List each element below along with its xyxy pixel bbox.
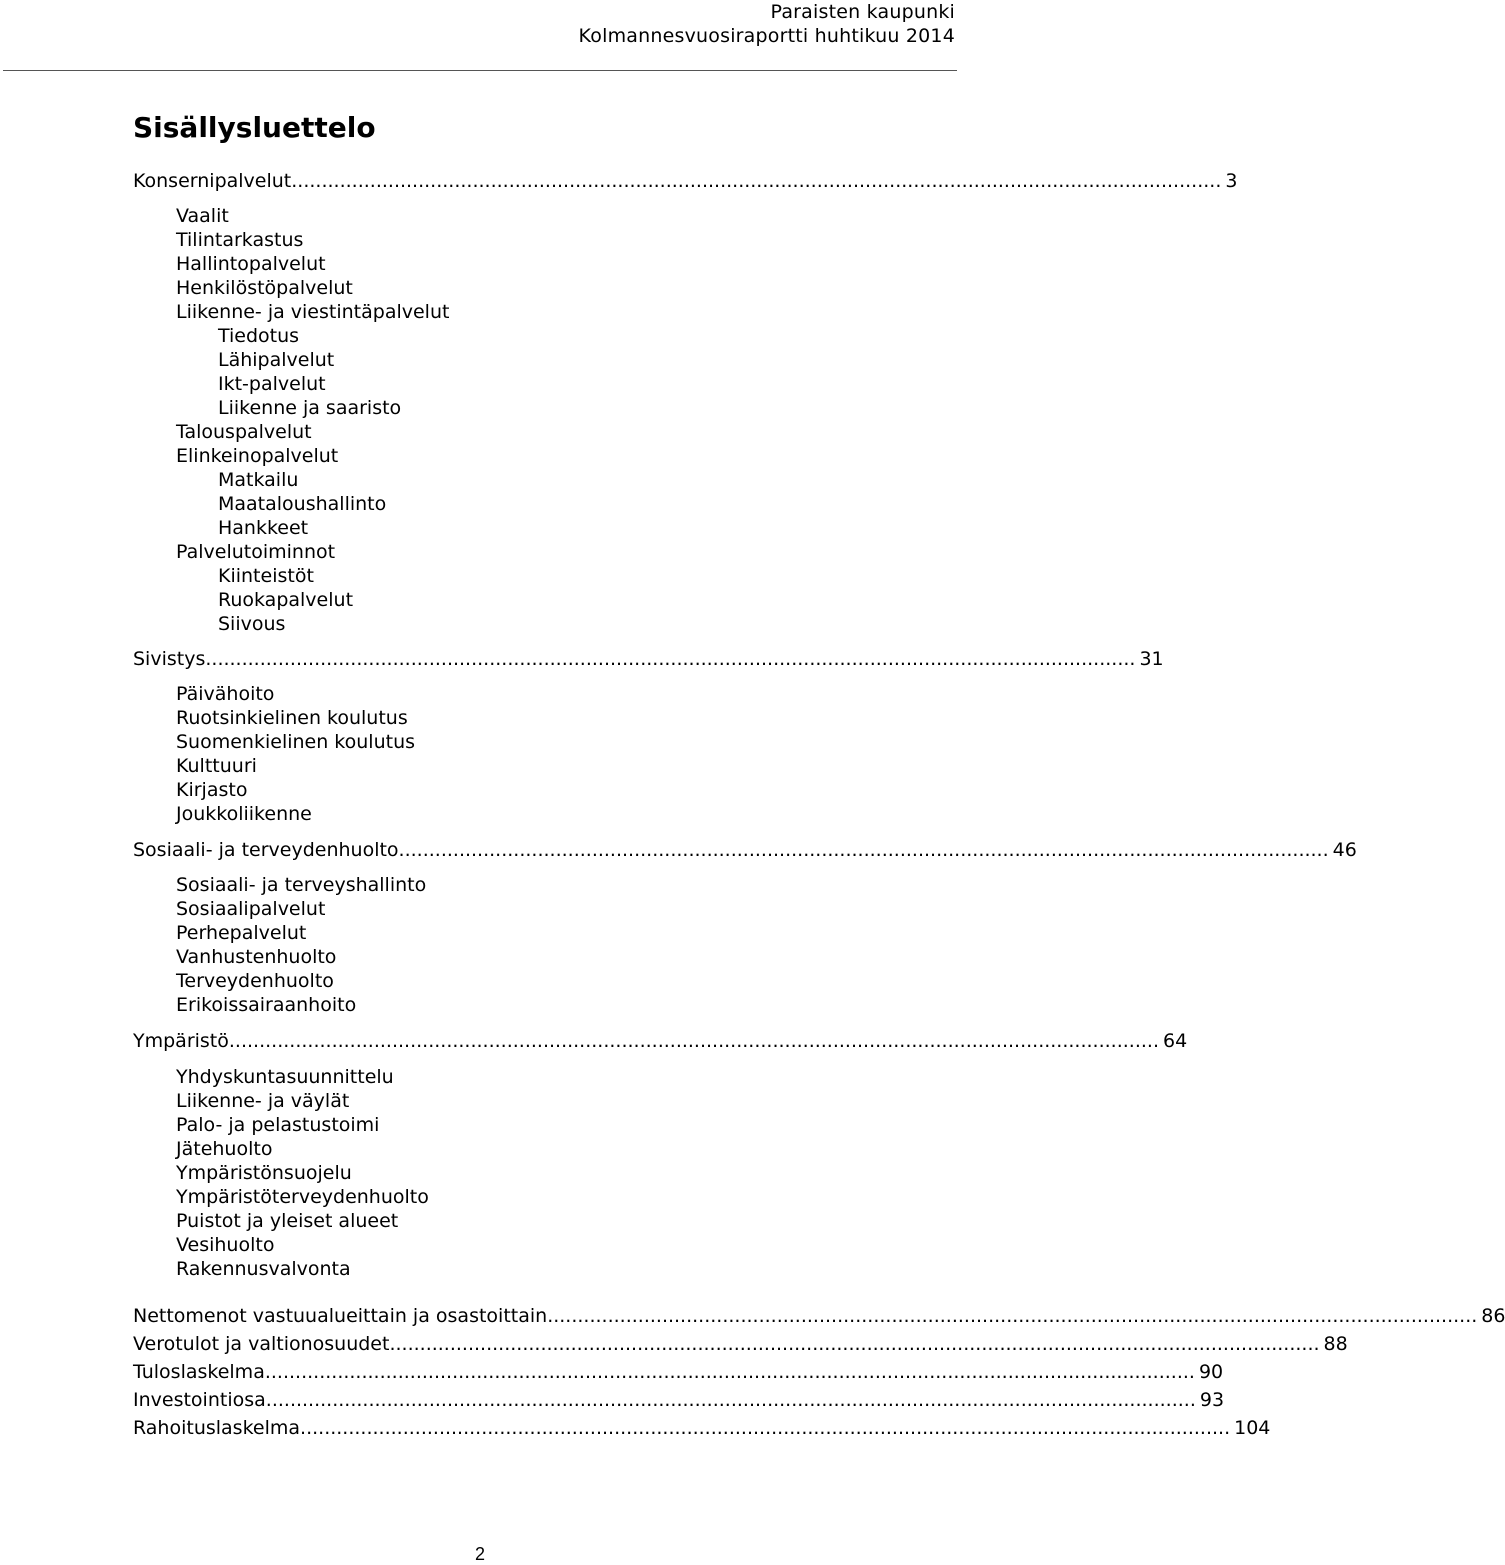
toc-subentry[interactable]: Sosiaalipalvelut [176,898,326,920]
toc-leader-dots: .......................................................................................................................................................... [291,170,1222,192]
toc-entry-label: Konsernipalvelut [133,170,292,192]
toc-subentry[interactable]: Tilintarkastus [176,229,304,251]
toc-subentry[interactable]: Päivähoito [176,683,275,705]
toc-leader-dots: .......................................................................................................................................................... [389,1333,1320,1355]
toc-entry-ymparisto[interactable] [133,1029,1188,1053]
toc-subentry[interactable]: Ruokapalvelut [218,589,354,611]
page-number: 2 [474,1544,485,1564]
toc-leader-dots: .......................................................................................................................................................... [300,1417,1231,1439]
toc-subentry[interactable]: Suomenkielinen koulutus [176,731,416,753]
toc-subentry[interactable]: Ympäristöterveydenhuolto [176,1186,429,1208]
toc-subentry[interactable]: Elinkeinopalvelut [176,445,339,467]
toc-subentry[interactable]: Hallintopalvelut [176,253,326,275]
toc-subentry[interactable]: Yhdyskuntasuunnittelu [176,1066,394,1088]
toc-entry-page: 90 [1198,1361,1224,1383]
toc-subentry[interactable]: Henkilöstöpalvelut [176,277,353,299]
toc-leader-dots: .......................................................................................................................................................... [398,839,1329,861]
toc-entry-investointiosa[interactable] [133,1388,1225,1412]
toc-subentry[interactable]: Hankkeet [218,517,309,539]
header-divider [3,70,957,71]
toc-entry-nettomenot[interactable] [133,1304,1505,1328]
toc-entry-konsernipalvelut[interactable] [133,169,1238,193]
toc-subentry[interactable]: Vaalit [176,205,229,227]
toc-subentry[interactable]: Palo- ja pelastustoimi [176,1114,380,1136]
toc-entry-label: Sosiaali- ja terveydenhuolto [133,839,399,861]
toc-subentry[interactable]: Lähipalvelut [218,349,335,371]
toc-entry-rahoituslaskelma[interactable] [133,1416,1271,1440]
toc-subentry[interactable]: Puistot ja yleiset alueet [176,1210,399,1232]
header-organization: Paraisten kaupunki [770,1,955,23]
toc-entry-page: 3 [1225,170,1238,192]
toc-entry-sosiaali-ja-terveydenhuolto[interactable] [133,838,1357,862]
toc-entry-page: 104 [1234,1417,1271,1439]
toc-leader-dots: .......................................................................................................................................................... [205,648,1136,670]
toc-subentry[interactable]: Palvelutoiminnot [176,541,336,563]
toc-entry-label: Verotulot ja valtionosuudet [133,1333,390,1355]
toc-subentry[interactable]: Tiedotus [218,325,300,347]
toc-title: Sisällysluettelo [133,111,376,144]
toc-subentry[interactable]: Kiinteistöt [218,565,314,587]
toc-leader-dots: .......................................................................................................................................................... [265,1389,1196,1411]
toc-entry-label: Rahoituslaskelma [133,1417,301,1439]
toc-subentry[interactable]: Ikt-palvelut [218,373,326,395]
toc-subentry[interactable]: Siivous [218,613,286,635]
toc-subentry[interactable]: Maataloushallinto [218,493,387,515]
toc-subentry[interactable]: Vanhustenhuolto [176,946,337,968]
toc-subentry[interactable]: Vesihuolto [176,1234,275,1256]
toc-leader-dots: .......................................................................................................................................................... [264,1361,1195,1383]
toc-entry-page: 46 [1332,839,1357,861]
toc-entry-page: 64 [1162,1030,1188,1052]
toc-subentry[interactable]: Talouspalvelut [176,421,312,443]
toc-entry-label: Nettomenot vastuualueittain ja osastoittain [133,1305,548,1327]
running-header [579,0,955,48]
toc-subentry[interactable]: Terveydenhuolto [176,970,334,992]
toc-leader-dots: .......................................................................................................................................................... [547,1305,1478,1327]
toc-subentry[interactable]: Erikoissairaanhoito [176,994,357,1016]
toc-subentry[interactable]: Liikenne ja saaristo [218,397,402,419]
toc-subentry[interactable]: Rakennusvalvonta [176,1258,351,1280]
toc-subentry[interactable]: Liikenne- ja väylät [176,1090,350,1112]
toc-subentry[interactable]: Kirjasto [176,779,248,801]
toc-entry-page: 86 [1481,1305,1505,1327]
toc-entry-page: 88 [1323,1333,1348,1355]
toc-entry-tuloslaskelma[interactable] [133,1360,1224,1384]
toc-subentry[interactable]: Joukkoliikenne [176,803,312,825]
toc-entry-sivistys[interactable] [133,647,1164,671]
toc-entry-verotulot[interactable] [133,1332,1348,1356]
toc-subentry[interactable]: Perhepalvelut [176,922,307,944]
toc-entry-label: Tuloslaskelma [133,1361,265,1383]
toc-subentry[interactable]: Ympäristönsuojelu [176,1162,352,1184]
toc-entry-label: Investointiosa [133,1389,266,1411]
toc-subentry[interactable]: Kulttuuri [176,755,257,777]
header-report-title: Kolmannesvuosiraportti huhtikuu 2014 [578,25,955,47]
toc-subentry[interactable]: Sosiaali- ja terveyshallinto [176,874,427,896]
toc-subentry[interactable]: Liikenne- ja viestintäpalvelut [176,301,450,323]
toc-subentry[interactable]: Jätehuolto [176,1138,273,1160]
toc-entry-page: 31 [1139,648,1164,670]
toc-subentry[interactable]: Matkailu [218,469,299,491]
toc-entry-page: 93 [1199,1389,1225,1411]
toc-entry-label: Sivistys [133,648,206,670]
toc-entry-label: Ympäristö [133,1030,229,1052]
toc-leader-dots: .......................................................................................................................................................... [228,1030,1159,1052]
toc-subentry[interactable]: Ruotsinkielinen koulutus [176,707,408,729]
